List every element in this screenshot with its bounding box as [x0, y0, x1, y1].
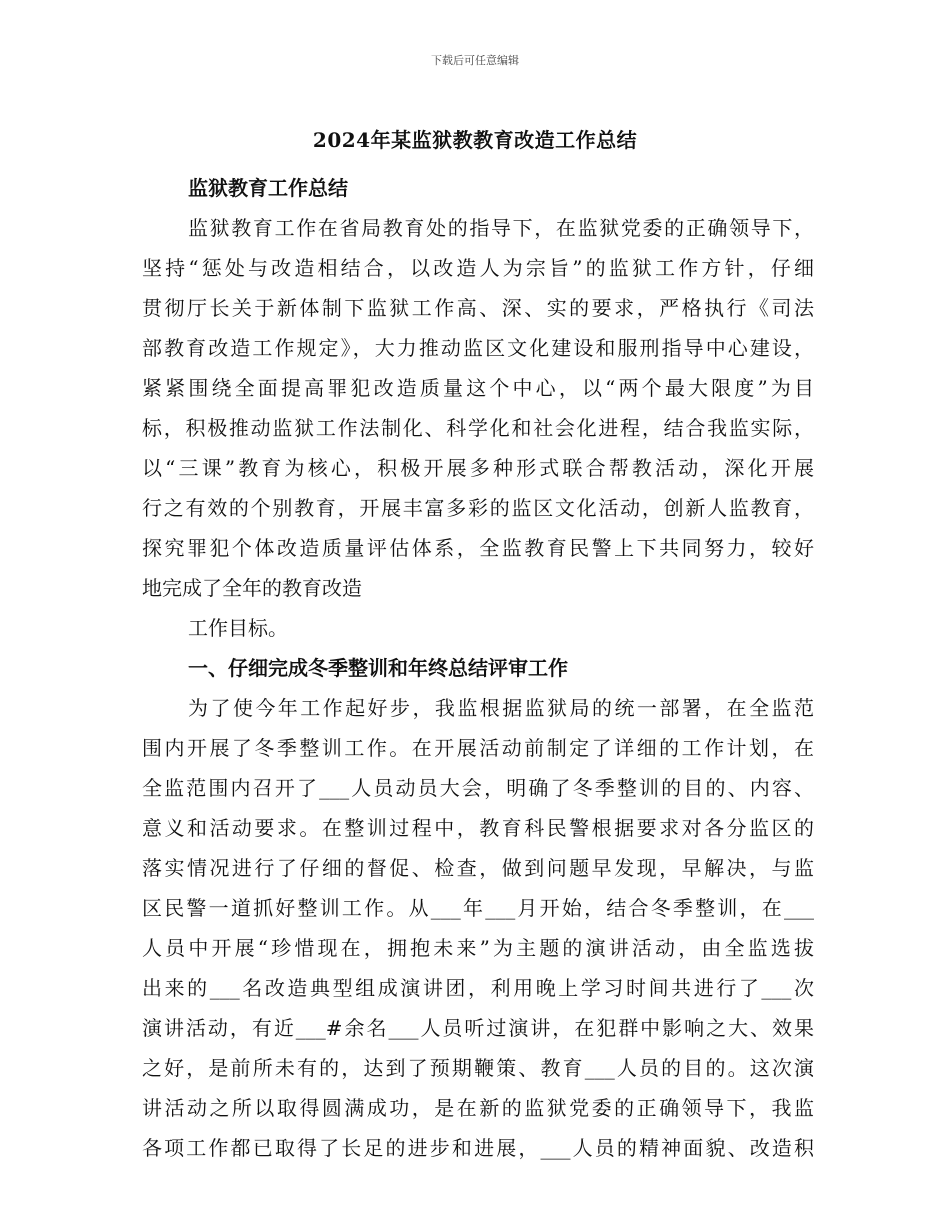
header-note: 下载后可任意编辑	[431, 54, 519, 67]
paragraph-line: 紧紧围绕全面提高罪犯改造质量这个中心，以“两个最大限度”为目	[142, 376, 814, 400]
paragraph-line: 人员中开展“珍惜现在，拥抱未来”为主题的演讲活动，由全监选拔	[142, 936, 814, 960]
paragraph-line: 行之有效的个别教育，开展丰富多彩的监区文化活动，创新人监教育，	[142, 496, 814, 520]
paragraph-line: 落实情况进行了仔细的督促、检查，做到问题早发现，早解决，与监	[142, 856, 814, 880]
paragraph-line: 各项工作都已取得了长足的进步和进展，___人员的精神面貌、改造积	[142, 1136, 814, 1160]
section-heading: 监狱教育工作总结	[188, 176, 348, 200]
paragraph-line: 之好，是前所未有的，达到了预期鞭策、教育___人员的目的。这次演	[142, 1056, 814, 1080]
document-body	[142, 168, 814, 1168]
paragraph-line: 工作目标。	[188, 616, 288, 640]
paragraph-line: 全监范围内召开了___人员动员大会，明确了冬季整训的目的、内容、	[142, 776, 814, 800]
document-title: 2024年某监狱教教育改造工作总结	[312, 128, 638, 152]
paragraph-line: 围内开展了冬季整训工作。在开展活动前制定了详细的工作计划，在	[142, 736, 814, 760]
paragraph-line: 演讲活动，有近___#余名___人员听过演讲，在犯群中影响之大、效果	[142, 1016, 814, 1040]
paragraph-line: 地完成了全年的教育改造	[142, 576, 362, 600]
paragraph-line: 探究罪犯个体改造质量评估体系，全监教育民警上下共同努力，较好	[142, 536, 814, 560]
paragraph-line: 部教育改造工作规定》，大力推动监区文化建设和服刑指导中心建设，	[142, 336, 814, 360]
paragraph-line: 标，积极推动监狱工作法制化、科学化和社会化进程，结合我监实际，	[142, 416, 814, 440]
paragraph-line: 贯彻厅长关于新体制下监狱工作高、深、实的要求，严格执行《司法	[142, 296, 814, 320]
paragraph-line: 为了使今年工作起好步，我监根据监狱局的统一部署，在全监范	[188, 696, 814, 720]
paragraph-line: 监狱教育工作在省局教育处的指导下，在监狱党委的正确领导下，	[188, 216, 814, 240]
paragraph-line: 坚持“惩处与改造相结合，以改造人为宗旨”的监狱工作方针，仔细	[142, 256, 814, 280]
paragraph-line: 以“三课”教育为核心，积极开展多种形式联合帮教活动，深化开展	[142, 456, 814, 480]
paragraph-line: 出来的___名改造典型组成演讲团，利用晚上学习时间共进行了___次	[142, 976, 814, 1000]
paragraph-line: 意义和活动要求。在整训过程中，教育科民警根据要求对各分监区的	[142, 816, 814, 840]
subheading: 一、仔细完成冬季整训和年终总结评审工作	[188, 656, 568, 680]
paragraph-line: 讲活动之所以取得圆满成功，是在新的监狱党委的正确领导下，我监	[142, 1096, 814, 1120]
paragraph-line: 区民警一道抓好整训工作。从___年___月开始，结合冬季整训，在___	[142, 896, 814, 920]
